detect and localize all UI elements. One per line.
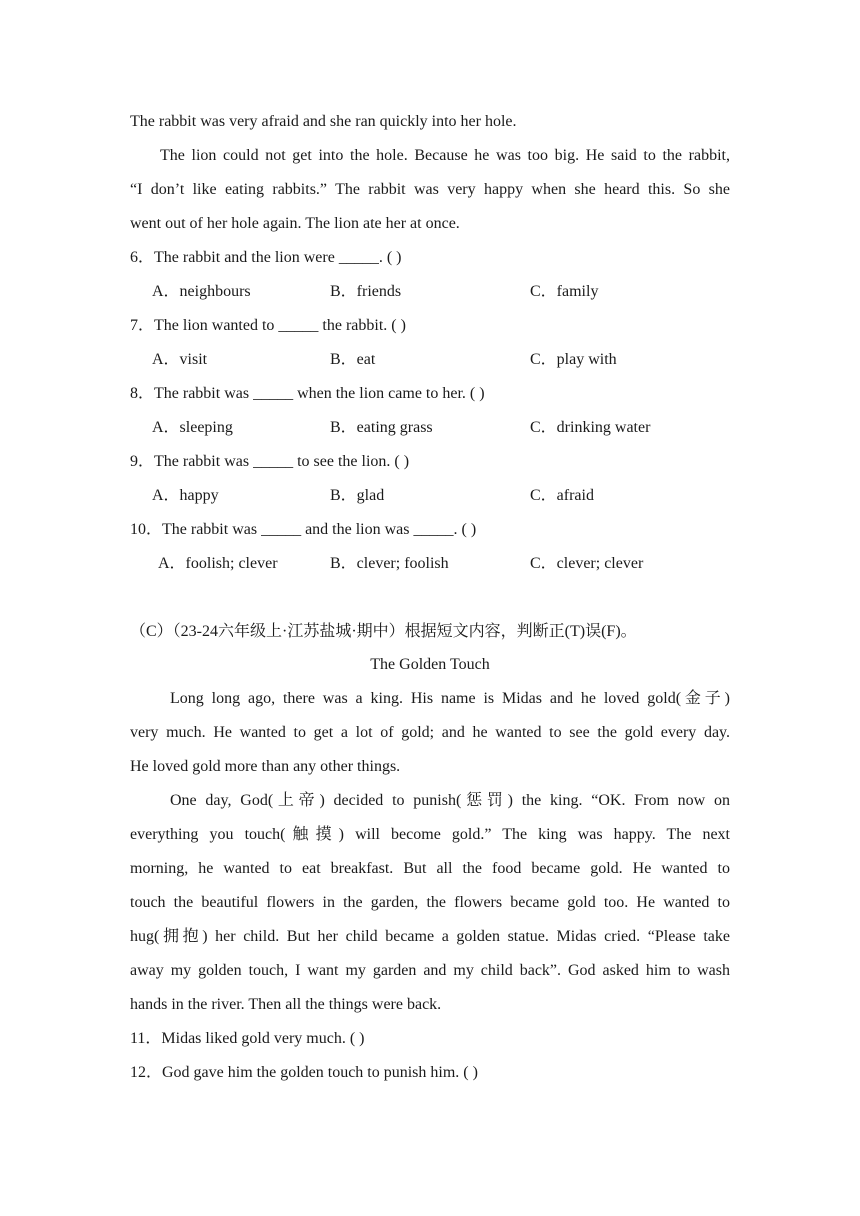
passage-line: very much. He wanted to get a lot of gold; and he wanted to see the gold every day. (130, 724, 730, 741)
option-b: B．eating grass (330, 419, 433, 436)
option-a: A．neighbours (152, 283, 251, 300)
passage-line: “I don’t like eating rabbits.” The rabbit was very happy when she heard this. So she (130, 181, 730, 198)
passage-line: away my golden touch, I want my garden and my child back”. God asked him to wash (130, 962, 730, 979)
option-c: C．afraid (530, 487, 594, 504)
passage-line: The rabbit was very afraid and she ran quickly into her hole. (130, 113, 517, 130)
option-b: B．clever; foolish (330, 555, 449, 572)
option-c: C．drinking water (530, 419, 651, 436)
passage-line: morning, he wanted to eat breakfast. But all the food became gold. He wanted to (130, 860, 730, 877)
option-a: A．visit (152, 351, 208, 368)
question-11: 11．Midas liked gold very much. ( ) (130, 1030, 365, 1047)
option-c: C．clever; clever (530, 555, 644, 572)
option-b: B．eat (330, 351, 376, 368)
question-8: 8．The rabbit was _____ when the lion came to her. ( ) (130, 385, 485, 402)
passage-line: hug(拥抱) her child. But her child became a golden statue. Midas cried. “Please take (130, 928, 730, 945)
passage-line: One day, God(上帝) decided to punish(惩罚) the king. “OK. From now on (170, 792, 730, 809)
option-b: B．glad (330, 487, 385, 504)
option-c: C．play with (530, 351, 617, 368)
question-7: 7．The lion wanted to _____ the rabbit. ( ) (130, 317, 406, 334)
option-a: A．sleeping (152, 419, 233, 436)
option-a: A．foolish; clever (158, 555, 278, 572)
question-6: 6．The rabbit and the lion were _____. ( ) (130, 249, 402, 266)
passage-line: Long long ago, there was a king. His name is Midas and he loved gold(金子) (170, 690, 730, 707)
question-9: 9．The rabbit was _____ to see the lion. ( ) (130, 453, 410, 470)
passage-line: The lion could not get into the hole. Because he was too big. He said to the rabbit, (160, 147, 730, 164)
passage-title: The Golden Touch (370, 656, 490, 673)
question-12: 12．God gave him the golden touch to punish him. ( ) (130, 1064, 478, 1081)
passage-line: everything you touch(触摸) will become gold.” The king was happy. The next (130, 826, 730, 843)
option-a: A．happy (152, 487, 219, 504)
option-c: C．family (530, 283, 599, 300)
question-10: 10．The rabbit was _____ and the lion was _____. ( ) (130, 521, 477, 538)
passage-line: hands in the river. Then all the things were back. (130, 996, 442, 1013)
passage-line: went out of her hole again. The lion ate her at once. (130, 215, 460, 232)
passage-line: He loved gold more than any other things. (130, 758, 401, 775)
passage-line: touch the beautiful flowers in the garden, the flowers became gold too. He wanted to (130, 894, 730, 911)
section-heading: （C）（23-24六年级上·江苏盐城·期中）根据短文内容，判断正(T)误(F)。 (130, 623, 637, 640)
option-b: B．friends (330, 283, 402, 300)
